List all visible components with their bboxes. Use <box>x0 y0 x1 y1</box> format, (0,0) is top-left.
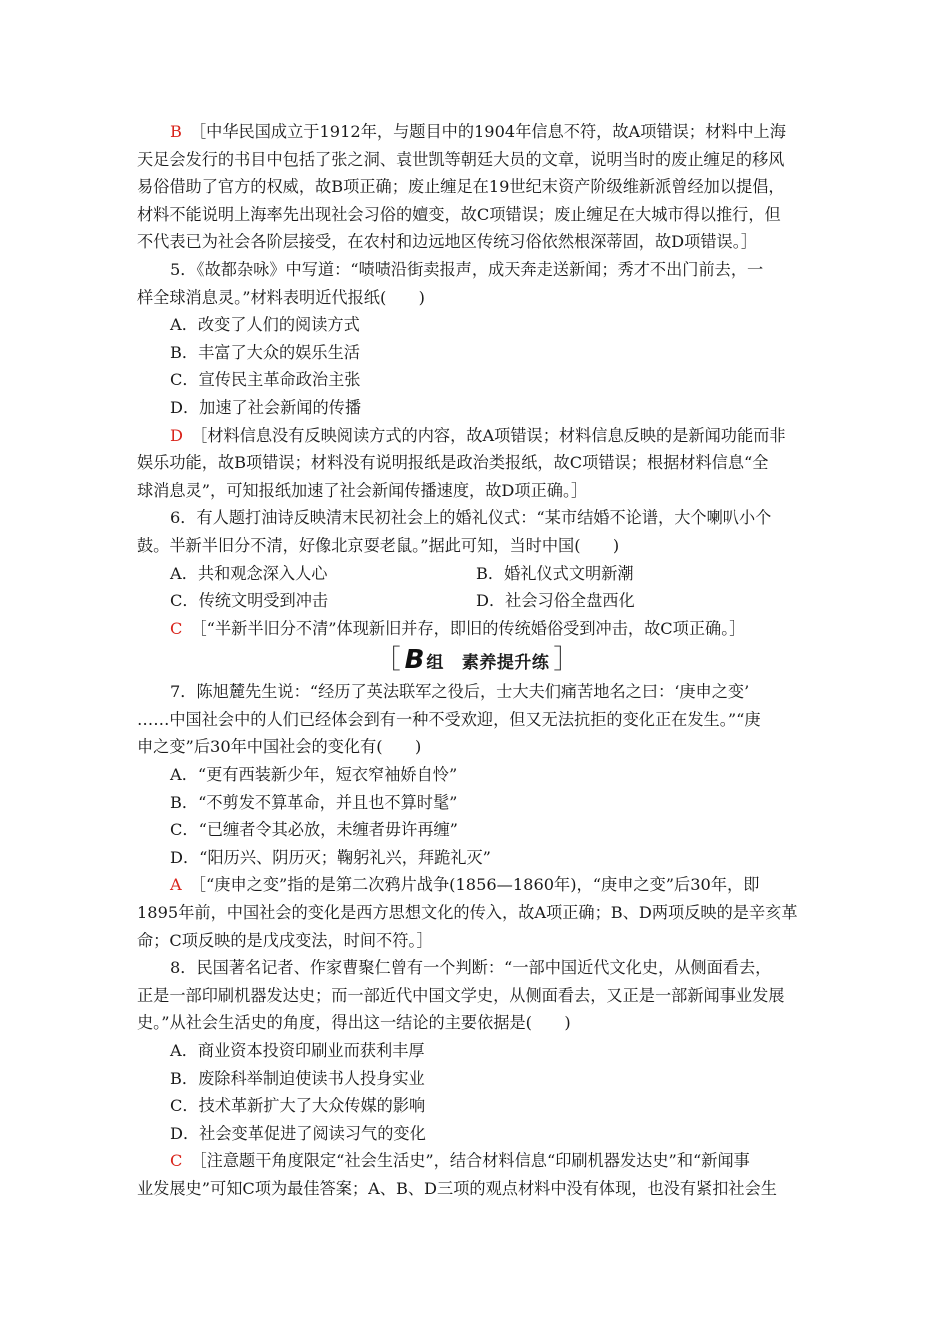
answer-letter: C <box>170 1151 183 1171</box>
option-b: B．“不剪发不算革命，并且也不算时髦” <box>170 792 458 812</box>
question-stem: 鼓。半新半旧分不清，好像北京耍老鼠。”据此可知，当时中国( ) <box>137 535 620 555</box>
question-stem: 6．有人题打油诗反映清末民初社会上的婚礼仪式：“某市结婚不论谱，大个喇叭小个 <box>170 508 772 528</box>
answer-letter: A <box>170 875 182 895</box>
explanation-line: 球消息灵”，可知报纸加速了社会新闻传播速度，故D项正确。］ <box>137 480 588 500</box>
options-row <box>137 560 817 588</box>
option-a: A．商业资本投资印刷业而获利丰厚 <box>170 1041 425 1060</box>
option-b: B．废除科举制迫使读书人投身实业 <box>170 1068 425 1088</box>
question-stem: 样全球消息灵。”材料表明近代报纸( ) <box>137 287 425 307</box>
option-c: C．“已缠者令其必放，未缠者毋许再缠” <box>170 820 458 840</box>
section-title: 素养提升练 <box>461 652 550 673</box>
explanation-line: 不代表已为社会各阶层接受，在农村和边远地区传统习俗依然根深蒂固，故D项错误。］ <box>137 232 758 252</box>
option-d: D．“阳历兴、阴历灭；鞠躬礼兴，拜跪礼灭” <box>170 847 491 867</box>
explanation-line: 材料不能说明上海率先出现社会习俗的嬗变，故C项错误；废止缠足在大城市得以推行，但 <box>137 204 781 224</box>
answer-explanation-prev <box>137 118 817 256</box>
explanation-line: 娱乐功能，故B项错误；材料没有说明报纸是政治类报纸，故C项错误；根据材料信息“全 <box>137 453 769 473</box>
answer-letter: C <box>170 618 183 638</box>
explanation-line: 命；C项反映的是戊戌变法，时间不符。］ <box>137 930 433 950</box>
explanation-line: 天足会发行的书目中包括了张之洞、袁世凯等朝廷大员的文章，说明当时的废止缠足的移风 <box>137 149 785 169</box>
option-d: D．社会习俗全盘西化 <box>476 591 635 611</box>
question-stem: 8．民国著名记者、作家曹聚仁曾有一个判断：“一部中国近代文化史，从侧面看去， <box>170 958 772 978</box>
question-stem: ……中国社会中的人们已经体会到有一种不受欢迎，但又无法抗拒的变化正在发生。”“庚 <box>137 709 761 729</box>
explanation-line: 易俗借助了官方的权威，故B项正确；废止缠足在19世纪末资产阶级维新派曾经加以提倡， <box>137 177 785 197</box>
section-group-label: 组 <box>426 652 444 673</box>
option-b: B．丰富了大众的娱乐生活 <box>170 342 360 362</box>
answer-letter: B <box>170 122 182 141</box>
answer-letter: D <box>170 425 183 445</box>
question-stem: 正是一部印刷机器发达史；而一部近代中国文学史，从侧面看去，又正是一部新闻事业发展 <box>137 985 785 1005</box>
question-8 <box>137 954 817 1202</box>
document-page <box>137 118 817 1203</box>
option-c: C．宣传民主革命政治主张 <box>170 370 361 390</box>
option-c: C．传统文明受到冲击 <box>170 591 329 611</box>
option-c: C．技术革新扩大了大众传媒的影响 <box>170 1096 426 1116</box>
explanation-line: 1895年前，中国社会的变化是西方思想文化的传入，故A项正确；B、D两项反映的是辛亥革 <box>137 903 798 923</box>
section-header-b <box>137 642 817 678</box>
option-b: B．婚礼仪式文明新潮 <box>476 563 634 583</box>
explanation-line: 业发展史”可知C项为最佳答案；A、B、D三项的观点材料中没有体现，也没有紧扣社会生 <box>137 1178 777 1198</box>
option-a: A．共和观念深入人心 <box>170 563 328 583</box>
explanation-line: C ［“半新半旧分不清”体现新旧并存，即旧的传统婚俗受到冲击，故C项正确。］ <box>170 618 746 638</box>
explanation-line: B ［中华民国成立于1912年，与题目中的1904年信息不符，故A项错误；材料中上海 <box>170 122 786 141</box>
option-a: A．改变了人们的阅读方式 <box>170 315 360 335</box>
question-stem: 7．陈旭麓先生说：“经历了英法联军之役后，士大夫们痛苦地名之曰：‘庚申之变’ <box>170 682 750 702</box>
option-a: A．“更有西装新少年，短衣窄袖娇自怜” <box>170 765 458 785</box>
question-stem: 5．《故都杂咏》中写道：“啧啧沿街卖报声，成天奔走送新闻；秀才不出门前去，一 <box>170 259 764 279</box>
question-5 <box>137 256 817 504</box>
option-d: D．加速了社会新闻的传播 <box>170 397 362 417</box>
question-stem: 史。”从社会生活史的角度，得出这一结论的主要依据是( ) <box>137 1013 571 1033</box>
explanation-line: D ［材料信息没有反映阅读方式的内容，故A项错误；材料信息反映的是新闻功能而非 <box>170 425 786 445</box>
question-6 <box>137 504 817 642</box>
explanation-line: A ［“庚申之变”指的是第二次鸦片战争(1856—1860年)，“庚申之变”后30年，即 <box>170 875 760 895</box>
question-7 <box>137 678 817 954</box>
section-badge: B <box>404 645 425 676</box>
section-bracket-open: ［ <box>374 645 401 676</box>
option-d: D．社会变革促进了阅读习气的变化 <box>170 1123 426 1143</box>
options-row <box>137 587 817 615</box>
section-bracket-close: ］ <box>553 645 580 676</box>
question-stem: 申之变”后30年中国社会的变化有( ) <box>137 737 422 757</box>
explanation-line: C ［注意题干角度限定“社会生活史”，结合材料信息“印刷机器发达史”和“新闻事 <box>170 1151 750 1171</box>
